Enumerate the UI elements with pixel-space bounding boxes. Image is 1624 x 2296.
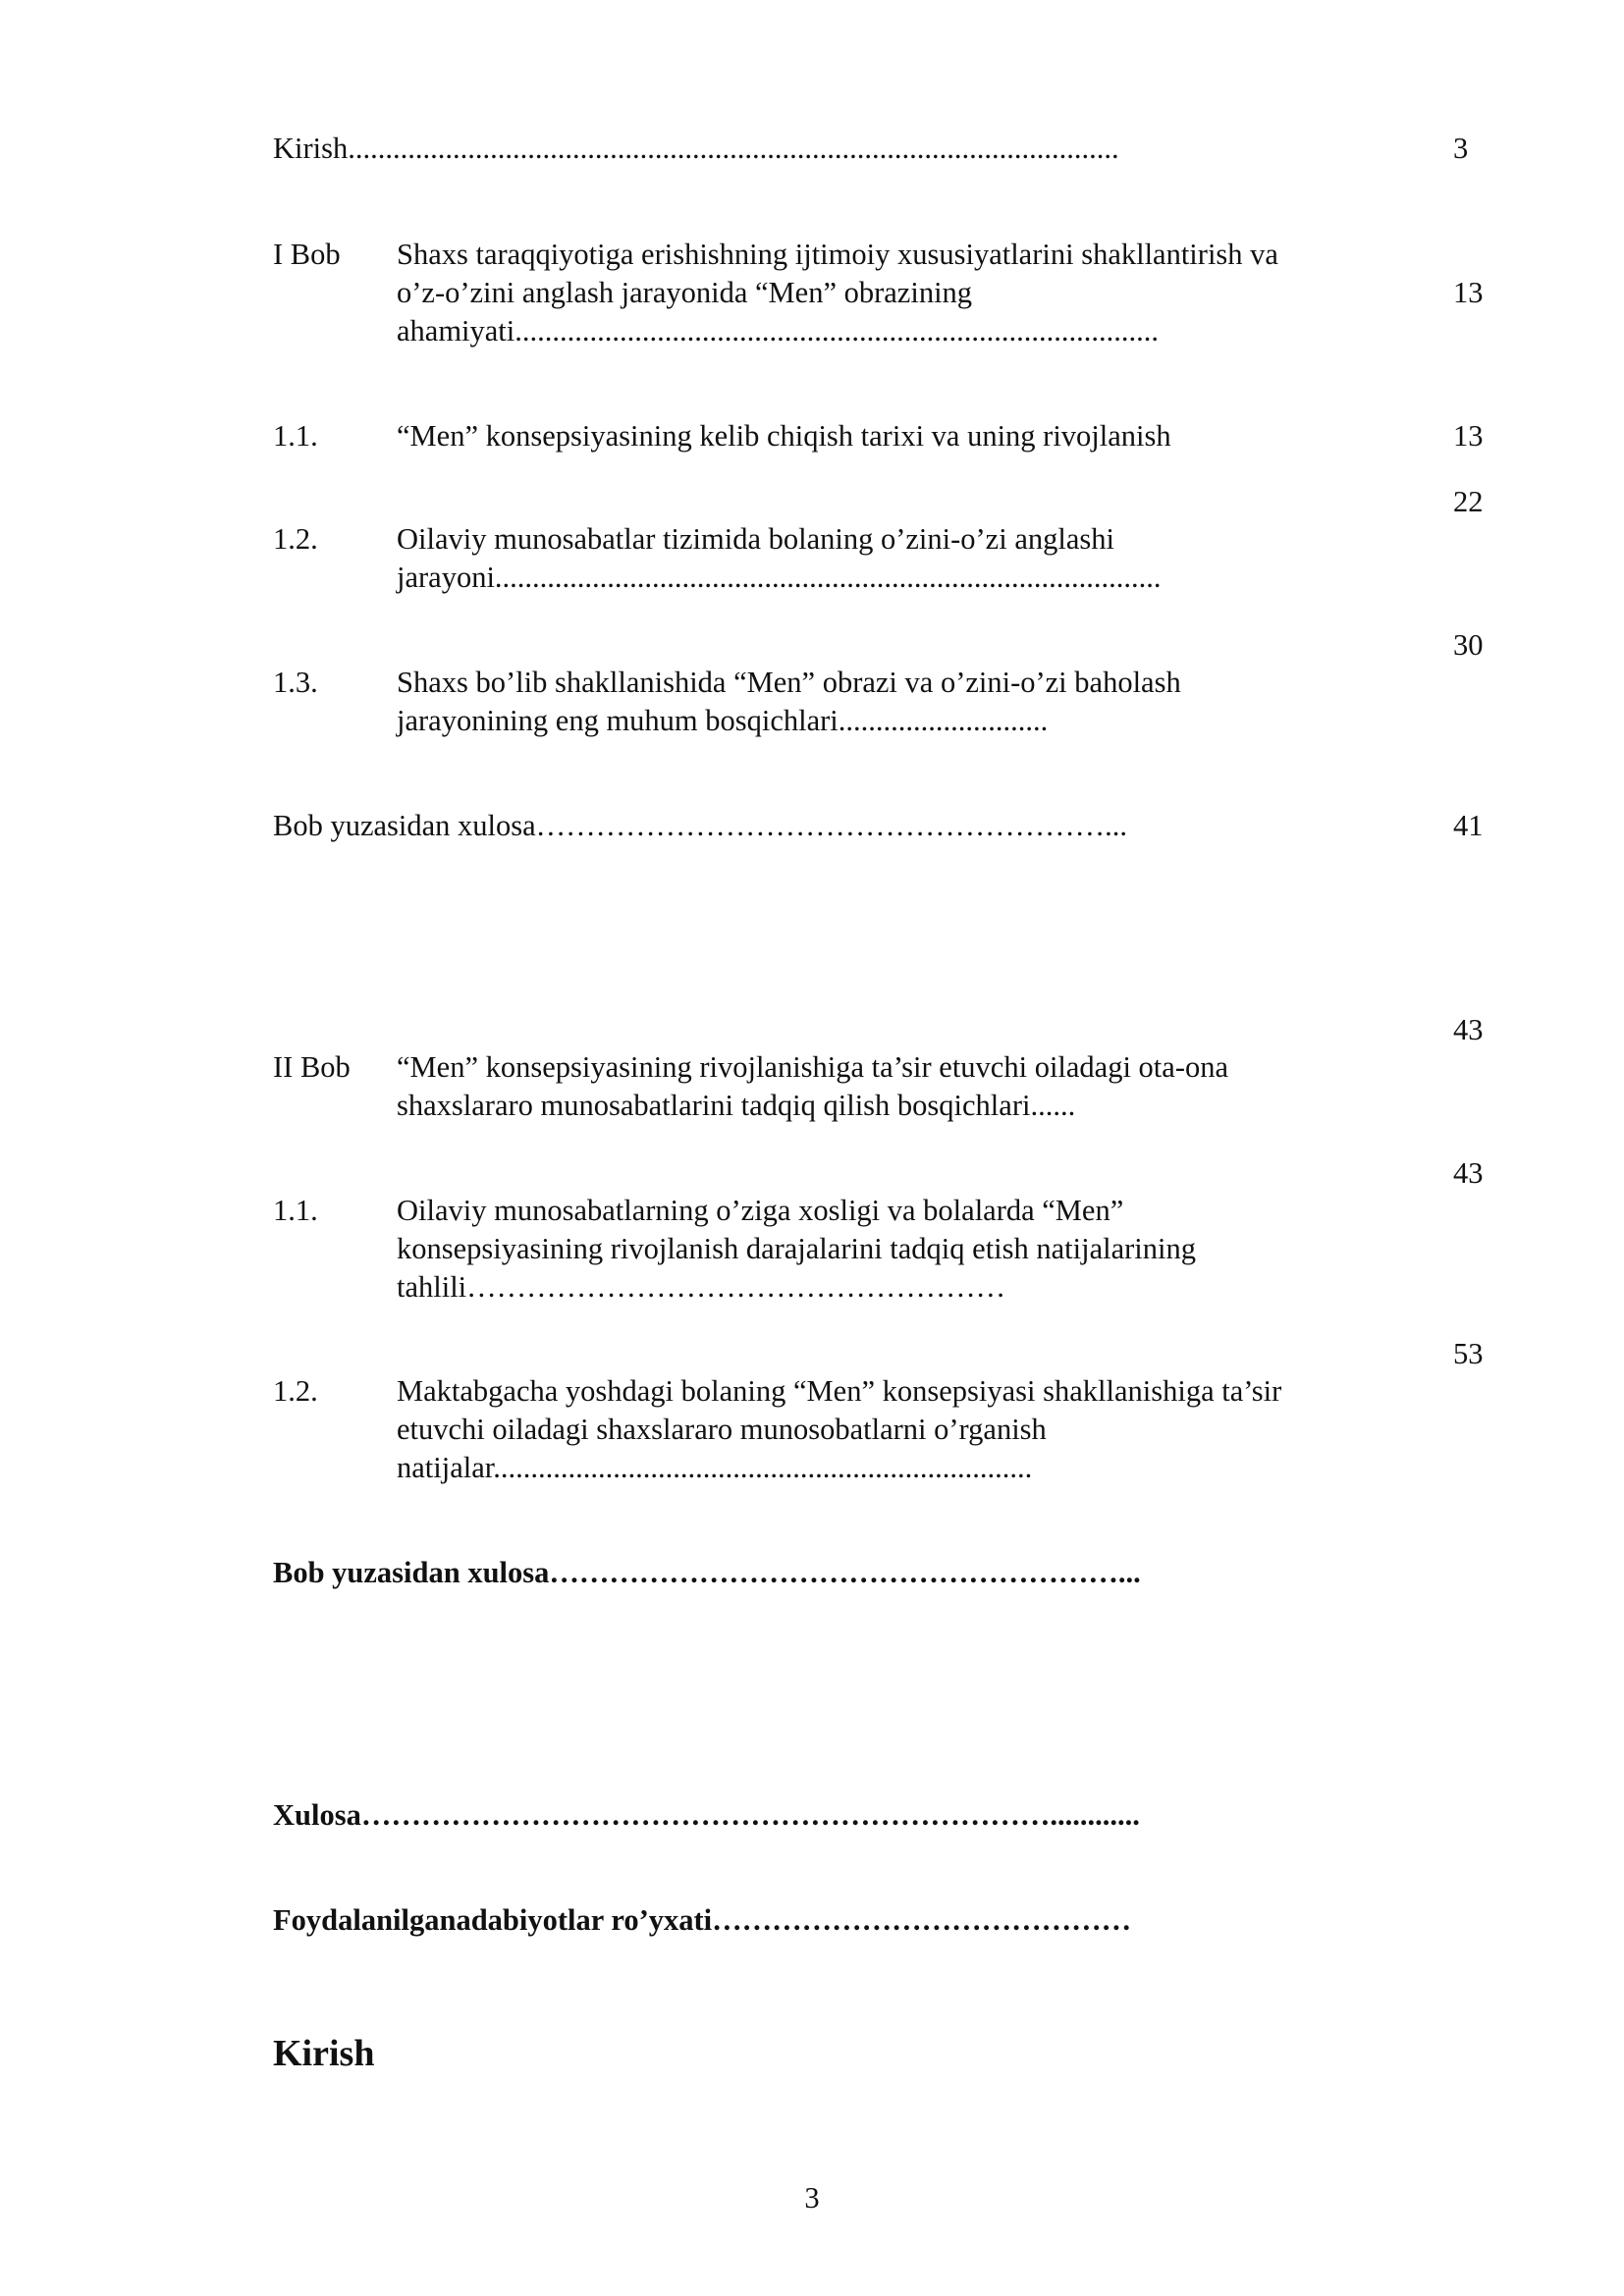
toc-text-line: etuvchi oiladagi shaxslararo munosobatlarni o’rganish	[397, 1413, 1047, 1446]
toc-entry-text: Xulosa……………………………………………………………............	[273, 1798, 1140, 1832]
toc-text-line: Shaxs bo’lib shakllanishida “Men” obrazi va o’zini-o’zi baholash	[397, 666, 1181, 699]
toc-section-number: 1.2.	[273, 522, 318, 556]
toc-page-number: 13	[1453, 419, 1484, 453]
toc-page-number: 22	[1453, 485, 1484, 518]
toc-text-line: shaxslararo munosabatlarini tadqiq qilish bosqichlari......	[397, 1089, 1076, 1122]
toc-text-line: natijalar........................................................................	[397, 1451, 1033, 1484]
toc-text-line: “Men” konsepsiyasining kelib chiqish tarixi va uning rivojlanish	[397, 419, 1171, 453]
toc-section-number: 1.1.	[273, 1194, 318, 1227]
toc-page-number: 53	[1453, 1337, 1484, 1370]
toc-entry-text	[397, 1048, 1388, 1125]
toc-page-number: 41	[1453, 809, 1484, 842]
section-heading: Kirish	[273, 2033, 375, 2074]
toc-section-number: 1.2.	[273, 1374, 318, 1408]
toc-entry-text	[397, 417, 1388, 455]
toc-chapter-label: II Bob	[273, 1050, 351, 1084]
toc-page-number: 43	[1453, 1156, 1484, 1190]
toc-text-line: Shaxs taraqqiyotiga erishishning ijtimoiy xususiyatlarini shakllantirish va	[397, 238, 1278, 271]
toc-entry-text: Kirish.......................................................................................................	[273, 132, 1119, 165]
toc-text-line: Maktabgacha yoshdagi bolaning “Men” konsepsiyasi shakllanishiga ta’sir	[397, 1374, 1282, 1408]
toc-page-number: 13	[1453, 276, 1484, 309]
toc-text-line: o’z-o’zini anglash jarayonida “Men” obrazining	[397, 276, 973, 309]
toc-section-number: 1.1.	[273, 419, 318, 453]
page-number: 3	[804, 2181, 820, 2215]
toc-section-number: 1.3.	[273, 666, 318, 699]
toc-text-line: Oilaviy munosabatlar tizimida bolaning o’zini-o’zi anglashi	[397, 522, 1114, 556]
toc-chapter-label: I Bob	[273, 238, 341, 271]
toc-entry-text	[397, 1372, 1388, 1487]
toc-text-line: “Men” konsepsiyasining rivojlanishiga ta’sir etuvchi oiladagi ota-ona	[397, 1050, 1229, 1084]
toc-entry-text	[397, 664, 1388, 740]
toc-entry-text: Foydalanilganadabiyotlar ro’yxati……………………………………	[273, 1903, 1132, 1937]
toc-page-number: 43	[1453, 1013, 1484, 1046]
toc-page-number: 3	[1453, 132, 1469, 165]
toc-text-line: jarayonining eng muhum bosqichlari............................	[397, 704, 1049, 737]
toc-entry-text	[397, 1192, 1388, 1307]
toc-text-line: Oilaviy munosabatlarning o’ziga xosligi va bolalarda “Men”	[397, 1194, 1124, 1227]
toc-text-line: ahamiyati......................................................................................	[397, 314, 1160, 347]
toc-entry-text	[397, 520, 1388, 597]
toc-text-line: konsepsiyasining rivojlanish darajalarini tadqiq etish natijalarining	[397, 1232, 1196, 1265]
toc-entry-text	[397, 236, 1388, 350]
toc-entry-text: Bob yuzasidan xulosa…………………………………………………...	[273, 1556, 1141, 1589]
toc-page-number: 30	[1453, 628, 1484, 662]
toc-text-line: tahlili………………………………………………	[397, 1270, 1006, 1304]
toc-text-line: jarayoni.........................................................................................	[397, 561, 1162, 594]
toc-entry-text: Bob yuzasidan xulosa…………………………………………………...	[273, 809, 1128, 842]
